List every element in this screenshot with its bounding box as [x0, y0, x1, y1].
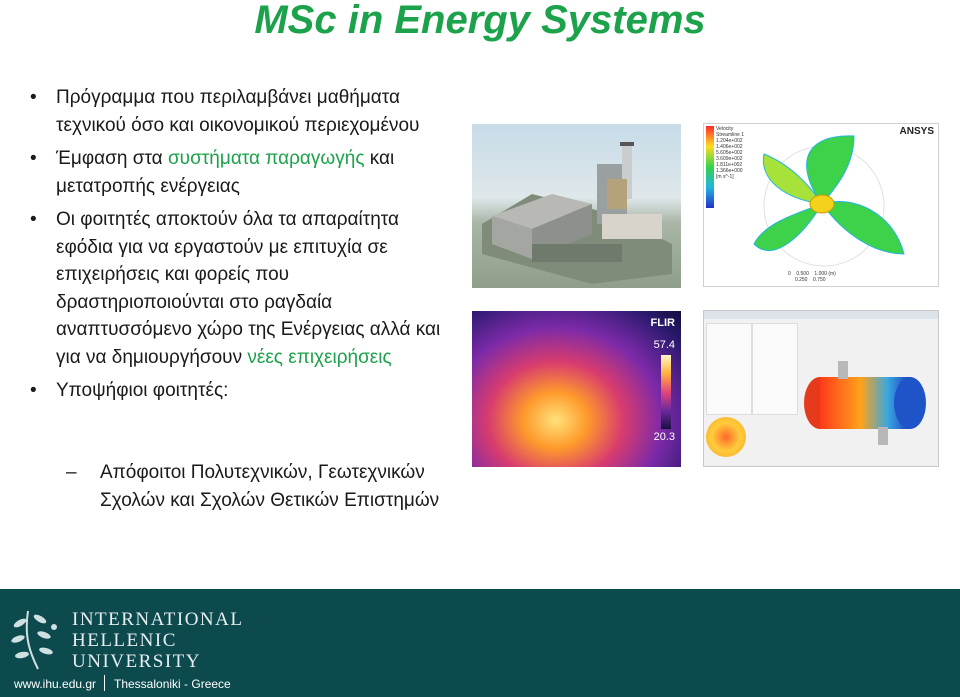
turbine-blades-drawing [704, 124, 938, 286]
bullet-item: • Έμφαση στα συστήματα παραγωγής και μετατροπής ενέργειας [30, 145, 460, 200]
footer-banner [0, 589, 960, 697]
bullet-item: • Πρόγραμμα που περιλαμβάνει μαθήματα τεχνικού όσο και οικονομικού περιεχομένου [30, 84, 460, 139]
bullet-item: • Υποψήφιοι φοιτητές: [30, 377, 460, 405]
university-name: INTERNATIONAL HELLENIC UNIVERSITY [72, 609, 244, 672]
slide-title: MSc in Energy Systems [254, 0, 706, 42]
location-text: Thessaloniki - Greece [114, 677, 231, 691]
bullet-dot-icon: • [30, 148, 37, 169]
olive-branch-logo-icon [10, 603, 66, 673]
highlight-text: συστήματα παραγωγής [167, 148, 365, 169]
website-link[interactable]: www.ihu.edu.gr [14, 677, 97, 691]
cfd-scale-bar: 0 0.500 1.000 (m) 0.250 0.750 [788, 271, 836, 283]
highlight-text: νέες επιχειρήσεις [247, 346, 392, 368]
heat-exchanger-image [703, 310, 939, 467]
ansys-logo: ANSYS [899, 126, 934, 137]
app-toolbar [704, 311, 938, 319]
bullet-list [30, 84, 460, 411]
bullet-dot-icon: • [30, 87, 37, 108]
bullet-dot-icon: • [30, 380, 37, 401]
flir-color-scale [661, 355, 671, 429]
tree-panel [706, 323, 752, 415]
bullet-dot-icon: • [30, 209, 37, 230]
dash-icon: – [66, 462, 77, 483]
footer-divider [104, 675, 105, 691]
thermal-image [472, 311, 681, 467]
bullet-item: • Οι φοιτητές αποκτούν όλα τα απαραίτητα εφόδια για να εργαστούν με επιτυχία σε επιχειρήσεις και φορείς που δραστηριοποιούνται στο ραγδαία αναπτυσσόμενο χώρο της Ενέργειας αλλά και για να δημιουργήσουν νέες επιχειρήσεις [30, 206, 460, 371]
cfd-turbine-image [703, 123, 939, 287]
settings-panel [752, 323, 798, 415]
exchanger-drawing [798, 341, 938, 451]
cfd-legend: Velocity Streamline 1 1.204e+002 1.406e+002 5.605e+002 3.609e+002 1.811e+002 1.366e+000 [m s^-1] [716, 126, 745, 180]
flir-min-temp: 20.3 [653, 431, 675, 443]
flir-max-temp: 57.4 [653, 339, 675, 351]
sub-bullet: – Απόφοιτοι Πολυτεχνικών, Γεωτεχνικών Σχολών και Σχολών Θετικών Επιστημών [66, 459, 480, 514]
power-plant-drawing [472, 124, 681, 288]
flir-logo: FLIR [650, 317, 675, 329]
cross-section-thumbnail [706, 417, 746, 457]
power-plant-image [472, 124, 681, 288]
